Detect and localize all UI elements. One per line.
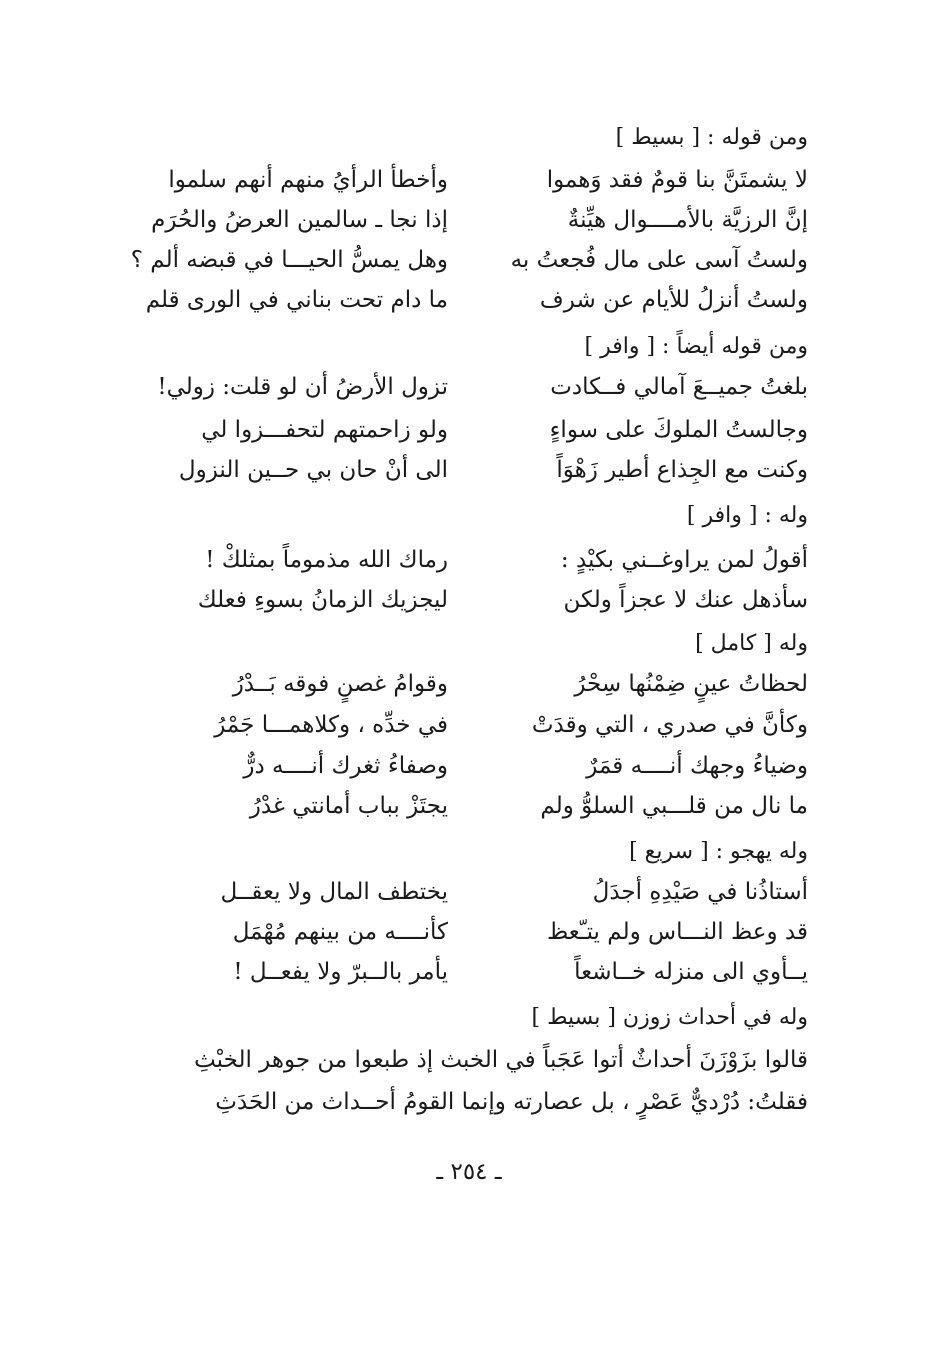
section-heading [0, 496, 938, 536]
heading-text: وله يهجو : [ سريع ] [629, 839, 808, 864]
verse-left: كأنــــه من بينهم مُهْمَل [232, 919, 448, 945]
section-heading [0, 118, 938, 158]
verse-right: ما نال من قلـــبي السلوُّ ولم [540, 793, 808, 819]
section-heading [0, 832, 938, 872]
verse-right: أقولُ لمن يراوغــني بكيْدٍ : [560, 547, 808, 573]
verse-right: وكأنَّ في صدري ، التي وقدَتْ [531, 712, 808, 738]
section-heading [0, 327, 938, 367]
heading-text: وله في أحداث زوزن [ بسيط ] [531, 1005, 808, 1030]
verse-row [0, 540, 938, 580]
heading-text: وله [ كامل ] [695, 631, 808, 656]
verse-right: وكنت مع الجِذاع أطير زَهْوَاً [556, 457, 808, 483]
verse-right: أستاذُنا في صَيْدِهِ أجدَلُ [592, 879, 808, 905]
verse-row [0, 664, 938, 704]
verse-right: لا يشمتَنَّ بنا قومٌ فقد وَهموا [546, 167, 808, 193]
verse-right: يــأوي الى منزله خــاشعاً [574, 959, 808, 985]
verse-row [0, 160, 938, 200]
verse-right: إنَّ الرزيَّة بالأمــــوال هيِّنةٌ [567, 207, 808, 233]
verse-row [0, 1082, 938, 1122]
verse-full: قالوا بزَوْزَنَ أحداثٌ أتوا عَجَباً في الخبث إذ طبعوا من جوهر الخبْثِ [194, 1047, 808, 1073]
verse-left: يجتَزْ بباب أمانتي غدْرُ [249, 793, 448, 819]
verse-left: في خدِّه ، وكلاهمـــا جَمْرُ [214, 712, 448, 738]
verse-row [0, 280, 938, 320]
verse-right: ولستُ أنزلُ للأيام عن شرف [539, 287, 808, 313]
verse-left: رماك الله مذموماً بمثلكْ ! [205, 547, 448, 573]
verse-right: قد وعظ النـــاس ولم يتـّعظ [546, 919, 808, 945]
verse-row [0, 580, 938, 620]
verse-right: لحظاتُ عينٍ ضِمْنُها سِحْرُ [574, 671, 808, 697]
verse-row [0, 705, 938, 745]
verse-row [0, 450, 938, 490]
verse-left: تزول الأرضُ أن لو قلت: زولي! [157, 374, 448, 400]
verse-right: وجالستُ الملوكَ على سواءٍ [549, 417, 808, 443]
verse-full: فقلتُ: دُرْديٌّ عَصْرٍ ، بل عصارته وإنما القومُ أحــداث من الحَدَثِ [215, 1089, 808, 1115]
verse-row [0, 786, 938, 826]
verse-right: وضياءُ وجهك أنــــه قمَرٌ [586, 753, 808, 779]
verse-left: ولو زاحمتهم لتحفـــزوا لي [201, 417, 448, 443]
verse-left: وهل يمسُّ الحيـــا في قبضه ألم ؟ [130, 247, 448, 273]
verse-right: سأذهل عنك لا عجزاً ولكن [563, 587, 808, 613]
section-heading [0, 998, 938, 1038]
verse-row [0, 912, 938, 952]
verse-row [0, 746, 938, 786]
verse-row [0, 200, 938, 240]
heading-text: وله : [ وافر ] [686, 503, 808, 528]
verse-row [0, 952, 938, 992]
page-number: ـ ٢٥٤ ـ [436, 1159, 502, 1185]
verse-row [0, 1040, 938, 1080]
verse-left: الى أنْ حان بي حــين النزول [178, 457, 448, 483]
verse-row [0, 240, 938, 280]
verse-left: وأخطأ الرأيُ منهم أنهم سلموا [168, 167, 448, 193]
heading-text: ومن قوله : [ بسيط ] [615, 125, 808, 150]
verse-left: يختطف المال ولا يعقــل [220, 879, 448, 905]
verse-left: ليجزيك الزمانُ بسوءِ فعلك [197, 587, 448, 613]
verse-row [0, 367, 938, 407]
verse-left: وقوامُ غصنٍ فوقه بَــدْرُ [232, 671, 448, 697]
verse-left: يأمر بالــبرّ ولا يفعــل ! [233, 959, 448, 985]
verse-right: ولستُ آسى على مال فُجعتُ به [510, 247, 808, 273]
verse-row [0, 872, 938, 912]
verse-left: ما دام تحت بناني في الورى قلم [145, 287, 448, 313]
verse-left: إذا نجا ـ سالمين العرضُ والحُرَم [151, 207, 448, 233]
verse-left: وصفاءُ ثغرك أنــــه درٌّ [243, 753, 448, 779]
heading-text: ومن قوله أيضاً : [ وافر ] [584, 334, 808, 359]
verse-right: بلغتُ جميــعَ آمالي فــكادت [550, 374, 808, 400]
section-heading [0, 624, 938, 664]
verse-row [0, 410, 938, 450]
